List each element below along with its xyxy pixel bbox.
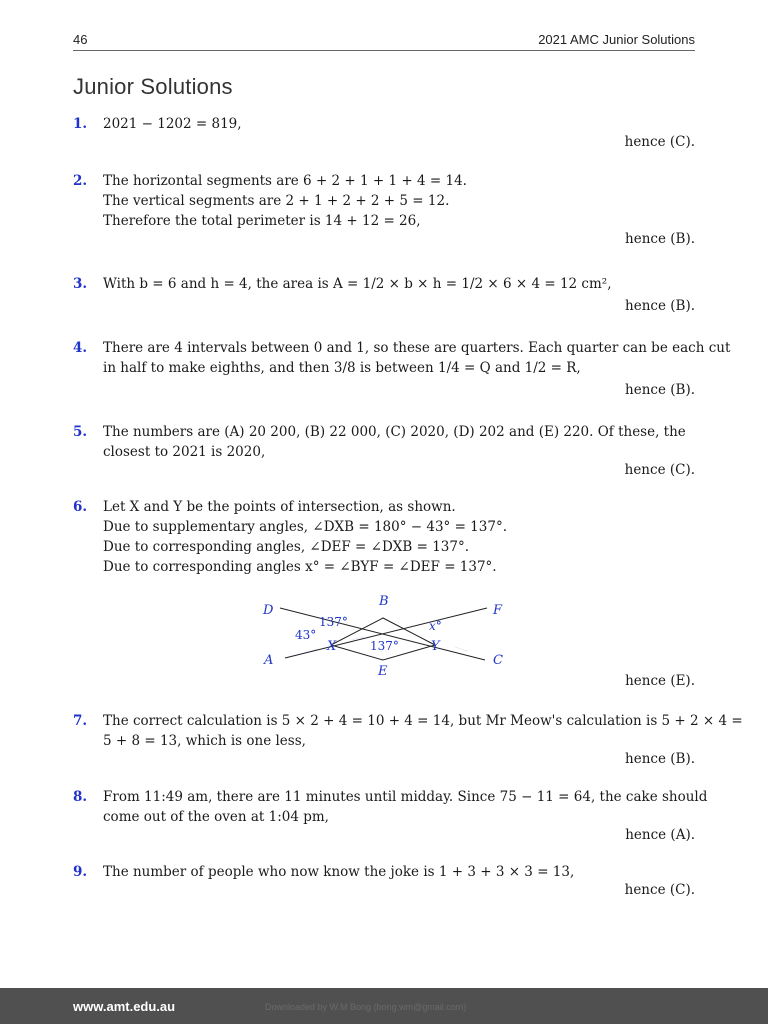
solution-line: Due to corresponding angles, ∠DEF = ∠DXB = 137°. bbox=[103, 539, 470, 555]
answer-line: hence (B). bbox=[625, 231, 695, 247]
solution-line: The number of people who now know the joke is 1 + 3 + 3 × 3 = 13, bbox=[103, 864, 575, 880]
solution-line: The vertical segments are 2 + 1 + 2 + 2 + 5 = 12. bbox=[103, 193, 450, 209]
problem-number: 5. bbox=[73, 424, 88, 440]
answer-line: hence (B). bbox=[625, 298, 695, 314]
answer-line: hence (C). bbox=[624, 882, 695, 898]
point-label-y: Y bbox=[431, 639, 440, 654]
solution-8 bbox=[73, 787, 708, 845]
parallel-arrow-icon bbox=[295, 652, 307, 656]
point-label-d: D bbox=[263, 603, 274, 618]
problem-number: 9. bbox=[73, 864, 88, 880]
answer-line: hence (A). bbox=[625, 827, 695, 843]
point-label-f: F bbox=[493, 603, 503, 618]
problem-number: 4. bbox=[73, 340, 88, 356]
solution-1 bbox=[73, 114, 695, 152]
solution-line: Due to corresponding angles x° = ∠BYF = ∠DEF = 137°. bbox=[103, 559, 497, 575]
angle-label-xey: 137° bbox=[370, 639, 399, 653]
solution-7 bbox=[73, 711, 743, 769]
solution-line: The horizontal segments are 6 + 2 + 1 + 1 + 4 = 14. bbox=[103, 173, 467, 189]
problem-number: 1. bbox=[73, 116, 88, 132]
point-label-x: X bbox=[327, 639, 337, 654]
point-label-e: E bbox=[378, 664, 388, 679]
answer-line: hence (E). bbox=[625, 673, 695, 689]
problem-number: 6. bbox=[73, 499, 88, 515]
angle-label-dxb: 137° bbox=[319, 615, 348, 629]
angle-label-x: x° bbox=[429, 619, 442, 633]
section-title: Junior Solutions bbox=[73, 74, 233, 99]
solution-line: in half to make eighths, and then 3/8 is between 1/4 = Q and 1/2 = R, bbox=[103, 360, 581, 376]
problem-number: 2. bbox=[73, 173, 88, 189]
solution-line: closest to 2021 is 2020, bbox=[103, 444, 266, 460]
solution-3 bbox=[73, 274, 695, 316]
solution-line: The correct calculation is 5 × 2 + 4 = 10 + 4 = 14, but Mr Meow's calculation is 5 + 2 × 4 = bbox=[103, 713, 743, 729]
solution-4 bbox=[73, 338, 731, 400]
solution-line: 2021 − 1202 = 819, bbox=[103, 116, 242, 132]
solution-9 bbox=[73, 862, 695, 900]
answer-line: hence (C). bbox=[624, 462, 695, 478]
solution-line: Due to supplementary angles, ∠DXB = 180° − 43° = 137°. bbox=[103, 519, 507, 535]
angle-label-43: 43° bbox=[295, 628, 317, 642]
problem-number: 7. bbox=[73, 713, 88, 729]
problem-number: 3. bbox=[73, 276, 88, 292]
problem-number: 8. bbox=[73, 789, 88, 805]
solution-line: The numbers are (A) 20 200, (B) 22 000, (C) 2020, (D) 202 and (E) 220. Of these, the bbox=[103, 424, 686, 440]
parallel-arrow-icon bbox=[455, 647, 467, 651]
solution-5 bbox=[73, 422, 695, 480]
document-title: 2021 AMC Junior Solutions bbox=[538, 32, 695, 47]
solution-2 bbox=[73, 171, 695, 249]
solution-line: With b = 6 and h = 4, the area is A = 1/2 × b × h = 1/2 × 6 × 4 = 12 cm², bbox=[103, 276, 612, 292]
point-label-a: A bbox=[264, 653, 274, 668]
page-number: 46 bbox=[73, 32, 88, 47]
answer-line: hence (B). bbox=[625, 382, 695, 398]
download-watermark: Downloaded by W.M Bong (bong.wm@gmail.com) bbox=[265, 1002, 467, 1012]
point-label-b: B bbox=[379, 594, 389, 609]
page-footer bbox=[0, 988, 768, 1024]
answer-line: hence (B). bbox=[625, 751, 695, 767]
intersecting-lines-diagram bbox=[255, 590, 525, 680]
solution-line: From 11:49 am, there are 11 minutes until midday. Since 75 − 11 = 64, the cake should bbox=[103, 789, 708, 805]
answer-line: hence (C). bbox=[624, 134, 695, 150]
solution-line: come out of the oven at 1:04 pm, bbox=[103, 809, 329, 825]
solution-6 bbox=[73, 497, 695, 577]
website-link[interactable]: www.amt.edu.au bbox=[73, 999, 176, 1014]
solution-line: Let X and Y be the points of intersection, as shown. bbox=[103, 499, 456, 515]
point-label-c: C bbox=[493, 653, 503, 668]
solution-line: Therefore the total perimeter is 14 + 12 = 26, bbox=[103, 213, 421, 229]
solution-line: 5 + 8 = 13, which is one less, bbox=[103, 733, 306, 749]
solution-line: There are 4 intervals between 0 and 1, so these are quarters. Each quarter can be each cut bbox=[103, 340, 731, 356]
